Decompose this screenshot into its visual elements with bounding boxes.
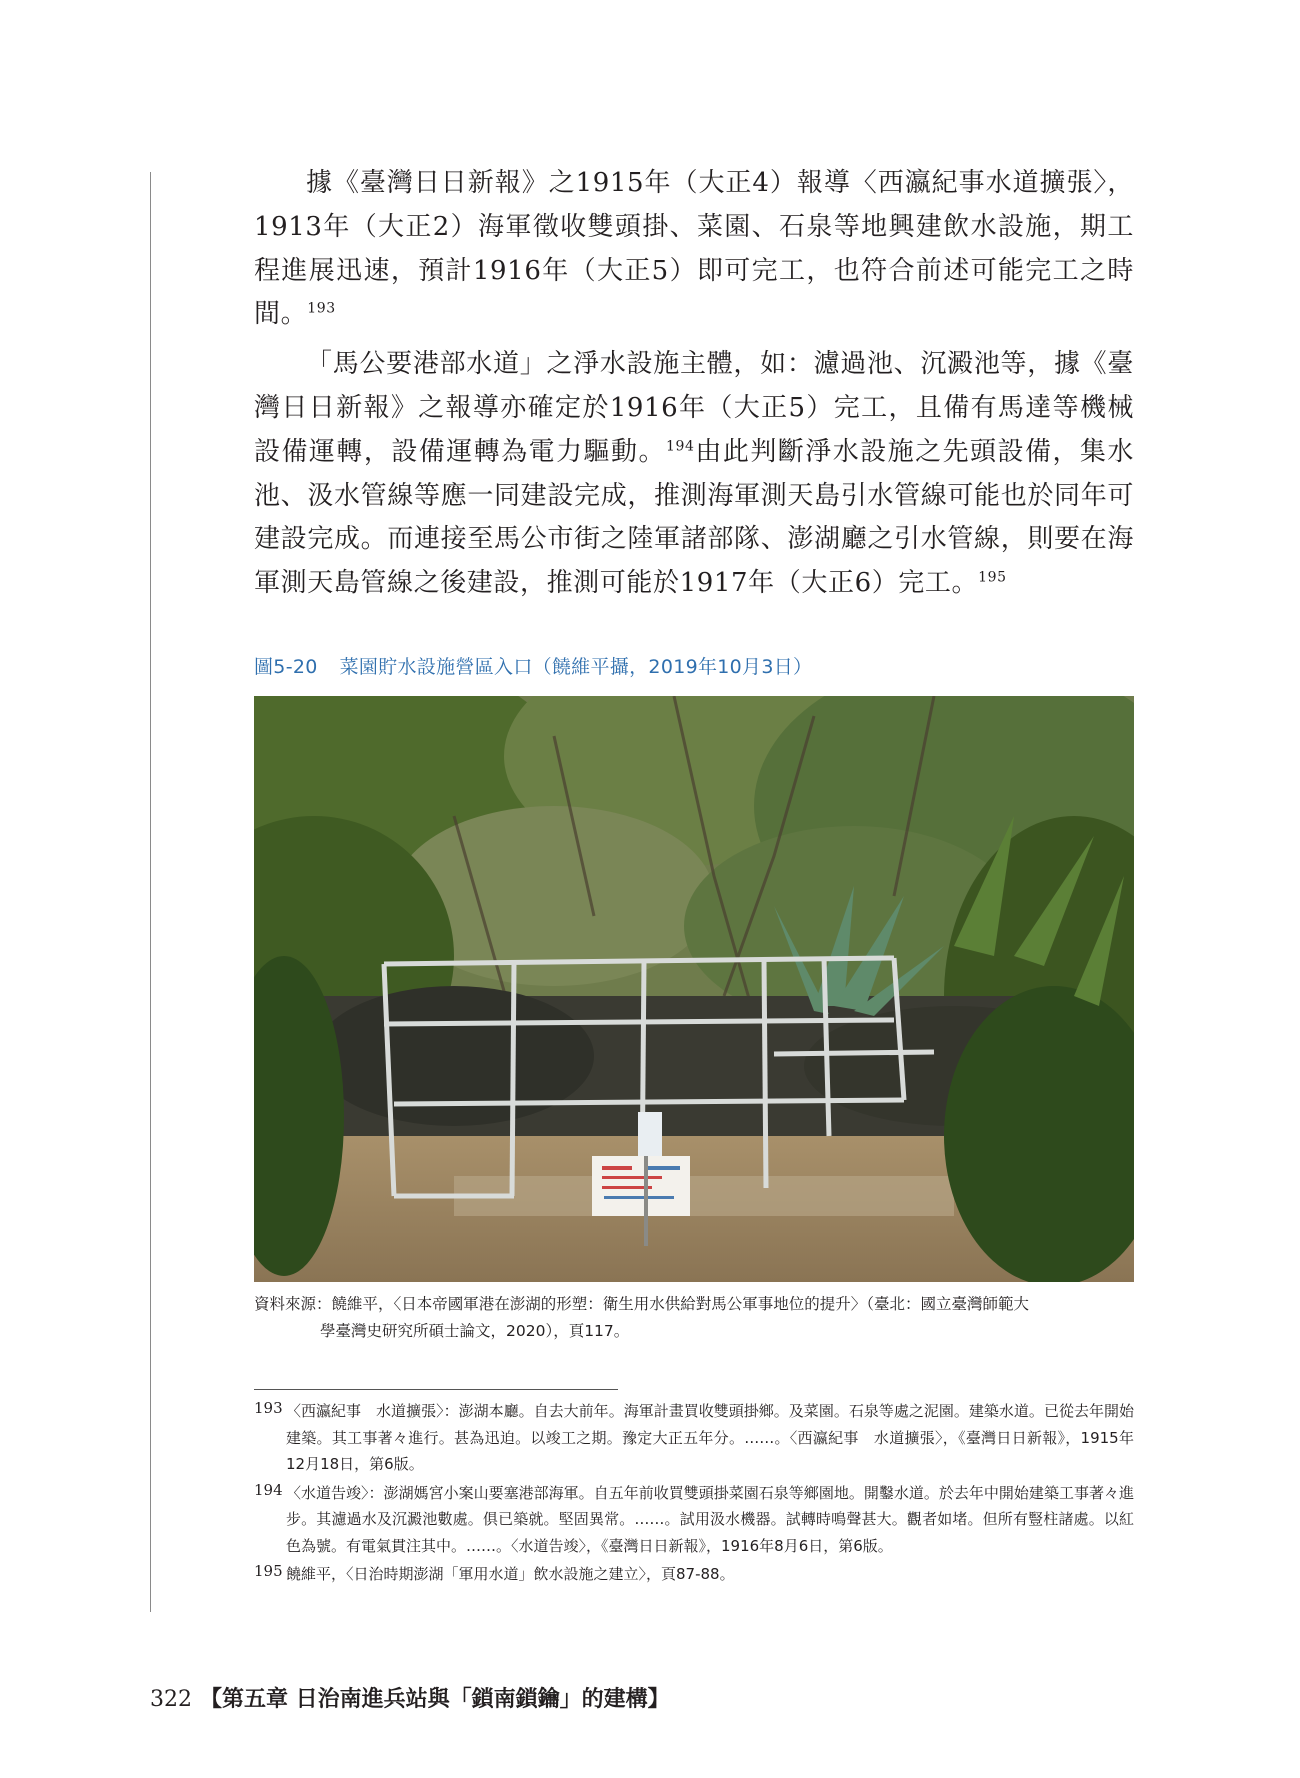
page-number: 322 xyxy=(150,1687,192,1712)
footnote-text: 〈水道告竣〉：澎湖媽宮小案山要塞港部海軍。自五年前收買雙頭掛菜園石泉等鄉園地。開鑿水道。於去年中開始建築工事著々進步。其濾過水及沉澱池數處。俱已築就。堅固異常。……。試用汲水機器。試轉時鳴聲甚大。觀者如堵。但所有豎柱諸處。以紅色為號。有電氣貫注其中。……。〈水道告竣〉，《臺灣日日新報》，1916年8月6日，第6版。 xyxy=(286,1483,1134,1555)
figure-caption xyxy=(254,652,812,679)
footnote-number: 194 xyxy=(254,1480,283,1499)
figure-number: 圖5-20 xyxy=(254,656,318,678)
paragraph-2: 「馬公要港部水道」之淨水設施主體，如：濾過池、沉澱池等，據《臺灣日日新報》之報導亦確定於1916年（大正5）完工，且備有馬達等機械設備運轉，設備運轉為電力驅動。$^{194}$由此判斷淨水設施之先頭設備，集水池、汲水管線等應一同建設完成，推測海軍測天島引水管線可能也於同年可建設完成。而連接至馬公市街之陸軍諸部隊、澎湖廳之引水管線，則要在海軍測天島管線之後建設，推測可能於1917年（大正6）完工。$^{195}$ xyxy=(254,349,1134,599)
footnote-text: 〈西瀛紀事 水道擴張〉：澎湖本廳。自去大前年。海軍計畫買收雙頭掛鄉。及菜園。石泉等處之泥園。建築水道。已從去年開始建築。其工事著々進行。甚為迅迫。以竣工之期。豫定大正五年分。……。〈西瀛紀事 水道擴張〉，《臺灣日日新報》，1915年12月18日，第6版。 xyxy=(286,1402,1134,1473)
footnote-rule xyxy=(254,1389,618,1390)
photo-illustration xyxy=(254,696,1134,1282)
page-footer xyxy=(150,1682,670,1713)
footnote-ref-193[interactable]: 193 xyxy=(307,300,336,317)
body-text xyxy=(254,162,1134,612)
footnotes xyxy=(254,1398,1134,1590)
footnote-ref-194[interactable]: 194 xyxy=(666,438,695,455)
margin-rule xyxy=(150,172,151,1612)
footnote-195 xyxy=(254,1561,1134,1588)
footnote-number: 195 xyxy=(254,1562,283,1580)
footnote-193 xyxy=(254,1398,1134,1478)
figure-source xyxy=(254,1291,1134,1345)
figure-title: 菜園貯水設施營區入口（饒維平攝，2019年10月3日） xyxy=(339,656,813,678)
footnote-number: 193 xyxy=(254,1399,283,1417)
paragraph-1: 據《臺灣日日新報》之1915年（大正4）報導〈西瀛紀事水道擴張〉，1913年（大正2）海軍徵收雙頭掛、菜園、石泉等地興建飲水設施，期工程進展迅速，預計1916年（大正5）即可完工，也符合前述可能完工之時間。$^{193}$ xyxy=(254,168,1134,330)
source-line-2: 學臺灣史研究所碩士論文，2020），頁117。 xyxy=(320,1322,630,1340)
chapter-title: 【第五章 日治南進兵站與「鎖南鎖鑰」的建構】 xyxy=(200,1686,670,1712)
footnote-text: 饒維平，〈日治時期澎湖「軍用水道」飲水設施之建立〉，頁87-88。 xyxy=(286,1565,735,1583)
figure-photo xyxy=(254,696,1134,1282)
footnote-194 xyxy=(254,1480,1134,1560)
footnote-ref-195[interactable]: 195 xyxy=(978,569,1007,586)
source-line-1: 資料來源：饒維平，〈日本帝國軍港在澎湖的形塑：衛生用水供給對馬公軍事地位的提升〉（臺北：國立臺灣師範大 xyxy=(254,1295,1030,1313)
